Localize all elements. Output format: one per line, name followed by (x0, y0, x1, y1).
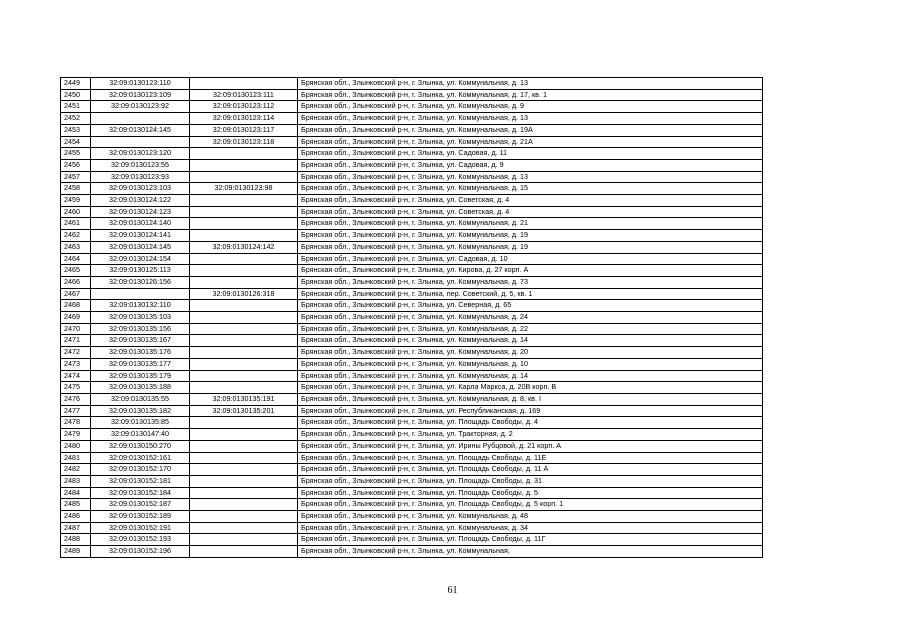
cadastral-number-cell: 32:09:0130124:123 (91, 206, 190, 218)
related-cadastral-number-cell: 32:09:0130123:118 (190, 136, 298, 148)
cadastral-number-cell: 32:09:0130123:103 (91, 183, 190, 195)
address-cell: Брянская обл., Злынковский р-н, г. Злынка, ул. Коммунальная, д. 8, кв. I (298, 393, 763, 405)
table-row (61, 323, 763, 335)
address-cell: Брянская обл., Злынковский р-н, г. Злынка, ул. Коммунальная, д. 19 (298, 230, 763, 242)
table-row (61, 452, 763, 464)
address-cell: Брянская обл., Злынковский р-н, г. Злынка, ул. Тракторная, д. 2 (298, 429, 763, 441)
cadastral-number-cell: 32:09:0130124:140 (91, 218, 190, 230)
table-row (61, 429, 763, 441)
related-cadastral-number-cell (190, 323, 298, 335)
address-cell: Брянская обл., Злынковский р-н, г. Злынка, ул. Карла Маркса, д. 20В корп. В (298, 382, 763, 394)
property-table-body (61, 78, 763, 558)
address-cell: Брянская обл., Злынковский р-н, г. Злынка, пер. Советский, д. 5, кв. 1 (298, 288, 763, 300)
cadastral-number-cell: 32:09:0130124:145 (91, 241, 190, 253)
row-number-cell: 2471 (61, 335, 91, 347)
address-cell: Брянская обл., Злынковский р-н, г. Злынка, ул. Площадь Свободы, д. 31 (298, 475, 763, 487)
related-cadastral-number-cell (190, 475, 298, 487)
address-cell: Брянская обл., Злынковский р-н, г. Злынка, ул. Коммунальная, д. 15 (298, 183, 763, 195)
address-cell: Брянская обл., Злынковский р-н, г. Злынка, ул. Северная, д. 65 (298, 300, 763, 312)
address-cell: Брянская обл., Злынковский р-н, г. Злынка, ул. Коммунальная, д. 48 (298, 511, 763, 523)
row-number-cell: 2483 (61, 475, 91, 487)
cadastral-number-cell: 32:09:0130123:93 (91, 171, 190, 183)
cadastral-number-cell: 32:09:0130135:188 (91, 382, 190, 394)
cadastral-number-cell: 32:09:0130152:196 (91, 546, 190, 558)
related-cadastral-number-cell (190, 546, 298, 558)
related-cadastral-number-cell: 32:09:0130123:117 (190, 124, 298, 136)
cadastral-number-cell: 32:09:0130135:177 (91, 358, 190, 370)
table-row (61, 241, 763, 253)
cadastral-number-cell: 32:09:0130135:182 (91, 405, 190, 417)
related-cadastral-number-cell: 32:09:0130123:111 (190, 89, 298, 101)
row-number-cell: 2473 (61, 358, 91, 370)
cadastral-number-cell: 32:09:0130132:110 (91, 300, 190, 312)
related-cadastral-number-cell (190, 78, 298, 90)
cadastral-number-cell: 32:09:0130135:156 (91, 323, 190, 335)
related-cadastral-number-cell: 32:09:0130123:114 (190, 113, 298, 125)
address-cell: Брянская обл., Злынковский р-н, г. Злынка, ул. Садовая, д. 11 (298, 148, 763, 160)
related-cadastral-number-cell (190, 253, 298, 265)
table-row (61, 230, 763, 242)
row-number-cell: 2481 (61, 452, 91, 464)
related-cadastral-number-cell: 32:09:0130124:142 (190, 241, 298, 253)
row-number-cell: 2453 (61, 124, 91, 136)
row-number-cell: 2478 (61, 417, 91, 429)
table-row (61, 546, 763, 558)
address-cell: Брянская обл., Злынковский р-н, г. Злынка, ул. Коммунальная, д. 10 (298, 358, 763, 370)
table-row (61, 300, 763, 312)
address-cell: Брянская обл., Злынковский р-н, г. Злынка, ул. Коммунальная, д. 19 (298, 241, 763, 253)
row-number-cell: 2454 (61, 136, 91, 148)
related-cadastral-number-cell (190, 171, 298, 183)
related-cadastral-number-cell (190, 417, 298, 429)
table-row (61, 405, 763, 417)
related-cadastral-number-cell (190, 148, 298, 160)
related-cadastral-number-cell (190, 159, 298, 171)
row-number-cell: 2479 (61, 429, 91, 441)
row-number-cell: 2482 (61, 464, 91, 476)
cadastral-number-cell: 32:09:0130135:167 (91, 335, 190, 347)
address-cell: Брянская обл., Злынковский р-н, г. Злынка, ул. Коммунальная, д. 9 (298, 101, 763, 113)
cadastral-number-cell: 32:09:0130152:161 (91, 452, 190, 464)
cadastral-number-cell: 32:09:0130152:181 (91, 475, 190, 487)
related-cadastral-number-cell (190, 206, 298, 218)
related-cadastral-number-cell (190, 195, 298, 207)
address-cell: Брянская обл., Злынковский р-н, г. Злынка, ул. Коммунальная, д. 17, кв. 1 (298, 89, 763, 101)
cadastral-number-cell: 32:09:0130152:187 (91, 499, 190, 511)
related-cadastral-number-cell: 32:09:0130123:112 (190, 101, 298, 113)
related-cadastral-number-cell (190, 452, 298, 464)
related-cadastral-number-cell (190, 464, 298, 476)
cadastral-number-cell: 32:09:0130124:154 (91, 253, 190, 265)
row-number-cell: 2468 (61, 300, 91, 312)
address-cell: Брянская обл., Злынковский р-н, г. Злынка, ул. Садовая, д. 9 (298, 159, 763, 171)
row-number-cell: 2472 (61, 347, 91, 359)
table-row (61, 393, 763, 405)
row-number-cell: 2477 (61, 405, 91, 417)
address-cell: Брянская обл., Злынковский р-н, г. Злынка, ул. Коммунальная, д. 14 (298, 370, 763, 382)
row-number-cell: 2457 (61, 171, 91, 183)
row-number-cell: 2470 (61, 323, 91, 335)
row-number-cell: 2452 (61, 113, 91, 125)
table-row (61, 171, 763, 183)
table-row (61, 335, 763, 347)
row-number-cell: 2451 (61, 101, 91, 113)
row-number-cell: 2466 (61, 276, 91, 288)
page-number: 61 (447, 585, 458, 596)
address-cell: Брянская обл., Злынковский р-н, г. Злынка, ул. Коммунальная, д. 73 (298, 276, 763, 288)
row-number-cell: 2458 (61, 183, 91, 195)
cadastral-number-cell: 32:09:0130152:191 (91, 522, 190, 534)
address-cell: Брянская обл., Злынковский р-н, г. Злынка, ул. Площадь Свободы, д. 11Г (298, 534, 763, 546)
property-table (60, 77, 763, 558)
row-number-cell: 2455 (61, 148, 91, 160)
table-row (61, 358, 763, 370)
cadastral-number-cell: 32:09:0130125:113 (91, 265, 190, 277)
related-cadastral-number-cell (190, 534, 298, 546)
cadastral-number-cell: 32:09:0130123:120 (91, 148, 190, 160)
related-cadastral-number-cell: 32:09:0130135:201 (190, 405, 298, 417)
address-cell: Брянская обл., Злынковский р-н, г. Злынка, ул. Площадь Свободы, д. 5 (298, 487, 763, 499)
related-cadastral-number-cell: 32:09:0130135:191 (190, 393, 298, 405)
address-cell: Брянская обл., Злынковский р-н, г. Злынка, ул. Республиканская, д. 169 (298, 405, 763, 417)
row-number-cell: 2475 (61, 382, 91, 394)
table-row (61, 218, 763, 230)
table-row (61, 288, 763, 300)
cadastral-number-cell: 32:09:0130152:189 (91, 511, 190, 523)
cadastral-number-cell: 32:09:0130135:176 (91, 347, 190, 359)
address-cell: Брянская обл., Злынковский р-н, г. Злынка, ул. Площадь Свободы, д. 11 А (298, 464, 763, 476)
cadastral-number-cell: 32:09:0130124:141 (91, 230, 190, 242)
cadastral-number-cell (91, 136, 190, 148)
table-row (61, 124, 763, 136)
row-number-cell: 2487 (61, 522, 91, 534)
address-cell: Брянская обл., Злынковский р-н, г. Злынка, ул. Коммунальная, д. 21 (298, 218, 763, 230)
related-cadastral-number-cell (190, 300, 298, 312)
row-number-cell: 2469 (61, 312, 91, 324)
row-number-cell: 2462 (61, 230, 91, 242)
table-row (61, 499, 763, 511)
table-row (61, 265, 763, 277)
table-row (61, 148, 763, 160)
related-cadastral-number-cell (190, 312, 298, 324)
related-cadastral-number-cell (190, 511, 298, 523)
cadastral-number-cell: 32:09:0130123:109 (91, 89, 190, 101)
cadastral-number-cell (91, 288, 190, 300)
row-number-cell: 2449 (61, 78, 91, 90)
cadastral-number-cell: 32:09:0130124:145 (91, 124, 190, 136)
row-number-cell: 2474 (61, 370, 91, 382)
table-row (61, 440, 763, 452)
address-cell: Брянская обл., Злынковский р-н, г. Злынка, ул. Коммунальная, д. 20 (298, 347, 763, 359)
cadastral-number-cell: 32:09:0130150:270 (91, 440, 190, 452)
table-row (61, 534, 763, 546)
table-row (61, 206, 763, 218)
cadastral-number-cell: 32:09:0130126:156 (91, 276, 190, 288)
related-cadastral-number-cell (190, 487, 298, 499)
related-cadastral-number-cell (190, 358, 298, 370)
row-number-cell: 2459 (61, 195, 91, 207)
address-cell: Брянская обл., Злынковский р-н, г. Злынка, ул. Коммунальная, д. 22 (298, 323, 763, 335)
row-number-cell: 2489 (61, 546, 91, 558)
table-row (61, 475, 763, 487)
row-number-cell: 2450 (61, 89, 91, 101)
table-row (61, 183, 763, 195)
address-cell: Брянская обл., Злынковский р-н, г. Злынка, ул. Кирова, д. 27 корп. А (298, 265, 763, 277)
table-row (61, 312, 763, 324)
related-cadastral-number-cell (190, 218, 298, 230)
related-cadastral-number-cell (190, 382, 298, 394)
cadastral-number-cell (91, 113, 190, 125)
cadastral-number-cell: 32:09:0130123:110 (91, 78, 190, 90)
address-cell: Брянская обл., Злынковский р-н, г. Злынка, ул. Площадь Свободы, д. 11Е (298, 452, 763, 464)
address-cell: Брянская обл., Злынковский р-н, г. Злынка, ул. Коммунальная, д. 13 (298, 171, 763, 183)
table-row (61, 276, 763, 288)
row-number-cell: 2463 (61, 241, 91, 253)
related-cadastral-number-cell: 32:09:0130123:98 (190, 183, 298, 195)
row-number-cell: 2480 (61, 440, 91, 452)
cadastral-number-cell: 32:09:0130135:103 (91, 312, 190, 324)
table-row (61, 89, 763, 101)
related-cadastral-number-cell (190, 429, 298, 441)
table-row (61, 464, 763, 476)
cadastral-number-cell: 32:09:0130135:55 (91, 393, 190, 405)
row-number-cell: 2460 (61, 206, 91, 218)
related-cadastral-number-cell (190, 522, 298, 534)
cadastral-number-cell: 32:09:0130135:85 (91, 417, 190, 429)
address-cell: Брянская обл., Злынковский р-н, г. Злынка, ул. Коммунальная, (298, 546, 763, 558)
address-cell: Брянская обл., Злынковский р-н, г. Злынка, ул. Советская, д. 4 (298, 206, 763, 218)
row-number-cell: 2485 (61, 499, 91, 511)
related-cadastral-number-cell: 32:09:0130126:318 (190, 288, 298, 300)
related-cadastral-number-cell (190, 335, 298, 347)
table-row (61, 113, 763, 125)
row-number-cell: 2484 (61, 487, 91, 499)
cadastral-number-cell: 32:09:0130152:184 (91, 487, 190, 499)
cadastral-number-cell: 32:09:0130123:55 (91, 159, 190, 171)
address-cell: Брянская обл., Злынковский р-н, г. Злынка, ул. Площадь Свободы, д. 4 (298, 417, 763, 429)
address-cell: Брянская обл., Злынковский р-н, г. Злынка, ул. Коммунальная, д. 14 (298, 335, 763, 347)
address-cell: Брянская обл., Злынковский р-н, г. Злынка, ул. Ирины Рубцовой, д. 21 корп. А (298, 440, 763, 452)
cadastral-number-cell: 32:09:0130124:122 (91, 195, 190, 207)
table-row (61, 136, 763, 148)
address-cell: Брянская обл., Злынковский р-н, г. Злынка, ул. Коммунальная, д. 13 (298, 78, 763, 90)
related-cadastral-number-cell (190, 276, 298, 288)
row-number-cell: 2456 (61, 159, 91, 171)
address-cell: Брянская обл., Злынковский р-н, г. Злынка, ул. Коммунальная, д. 34 (298, 522, 763, 534)
address-cell: Брянская обл., Злынковский р-н, г. Злынка, ул. Коммунальная, д. 21А (298, 136, 763, 148)
cadastral-number-cell: 32:09:0130135:179 (91, 370, 190, 382)
table-row (61, 195, 763, 207)
table-row (61, 101, 763, 113)
cadastral-number-cell: 32:09:0130152:193 (91, 534, 190, 546)
row-number-cell: 2467 (61, 288, 91, 300)
cadastral-number-cell: 32:09:0130147:40 (91, 429, 190, 441)
row-number-cell: 2464 (61, 253, 91, 265)
address-cell: Брянская обл., Злынковский р-н, г. Злынка, ул. Коммунальная, д. 19А (298, 124, 763, 136)
table-row (61, 511, 763, 523)
table-row (61, 417, 763, 429)
table-row (61, 487, 763, 499)
related-cadastral-number-cell (190, 370, 298, 382)
table-row (61, 522, 763, 534)
address-cell: Брянская обл., Злынковский р-н, г. Злынка, ул. Советская, д. 4 (298, 195, 763, 207)
table-row (61, 382, 763, 394)
row-number-cell: 2461 (61, 218, 91, 230)
address-cell: Брянская обл., Злынковский р-н, г. Злынка, ул. Коммунальная, д. 24 (298, 312, 763, 324)
related-cadastral-number-cell (190, 265, 298, 277)
table-row (61, 347, 763, 359)
table-row (61, 78, 763, 90)
related-cadastral-number-cell (190, 347, 298, 359)
row-number-cell: 2488 (61, 534, 91, 546)
related-cadastral-number-cell (190, 230, 298, 242)
row-number-cell: 2486 (61, 511, 91, 523)
related-cadastral-number-cell (190, 440, 298, 452)
row-number-cell: 2476 (61, 393, 91, 405)
address-cell: Брянская обл., Злынковский р-н, г. Злынка, ул. Площадь Свободы, д. 5 корп. 1 (298, 499, 763, 511)
cadastral-number-cell: 32:09:0130152:170 (91, 464, 190, 476)
table-row (61, 159, 763, 171)
address-cell: Брянская обл., Злынковский р-н, г. Злынка, ул. Коммунальная, д. 13 (298, 113, 763, 125)
address-cell: Брянская обл., Злынковский р-н, г. Злынка, ул. Садовая, д. 10 (298, 253, 763, 265)
row-number-cell: 2465 (61, 265, 91, 277)
table-row (61, 253, 763, 265)
cadastral-number-cell: 32:09:0130123:92 (91, 101, 190, 113)
related-cadastral-number-cell (190, 499, 298, 511)
table-row (61, 370, 763, 382)
